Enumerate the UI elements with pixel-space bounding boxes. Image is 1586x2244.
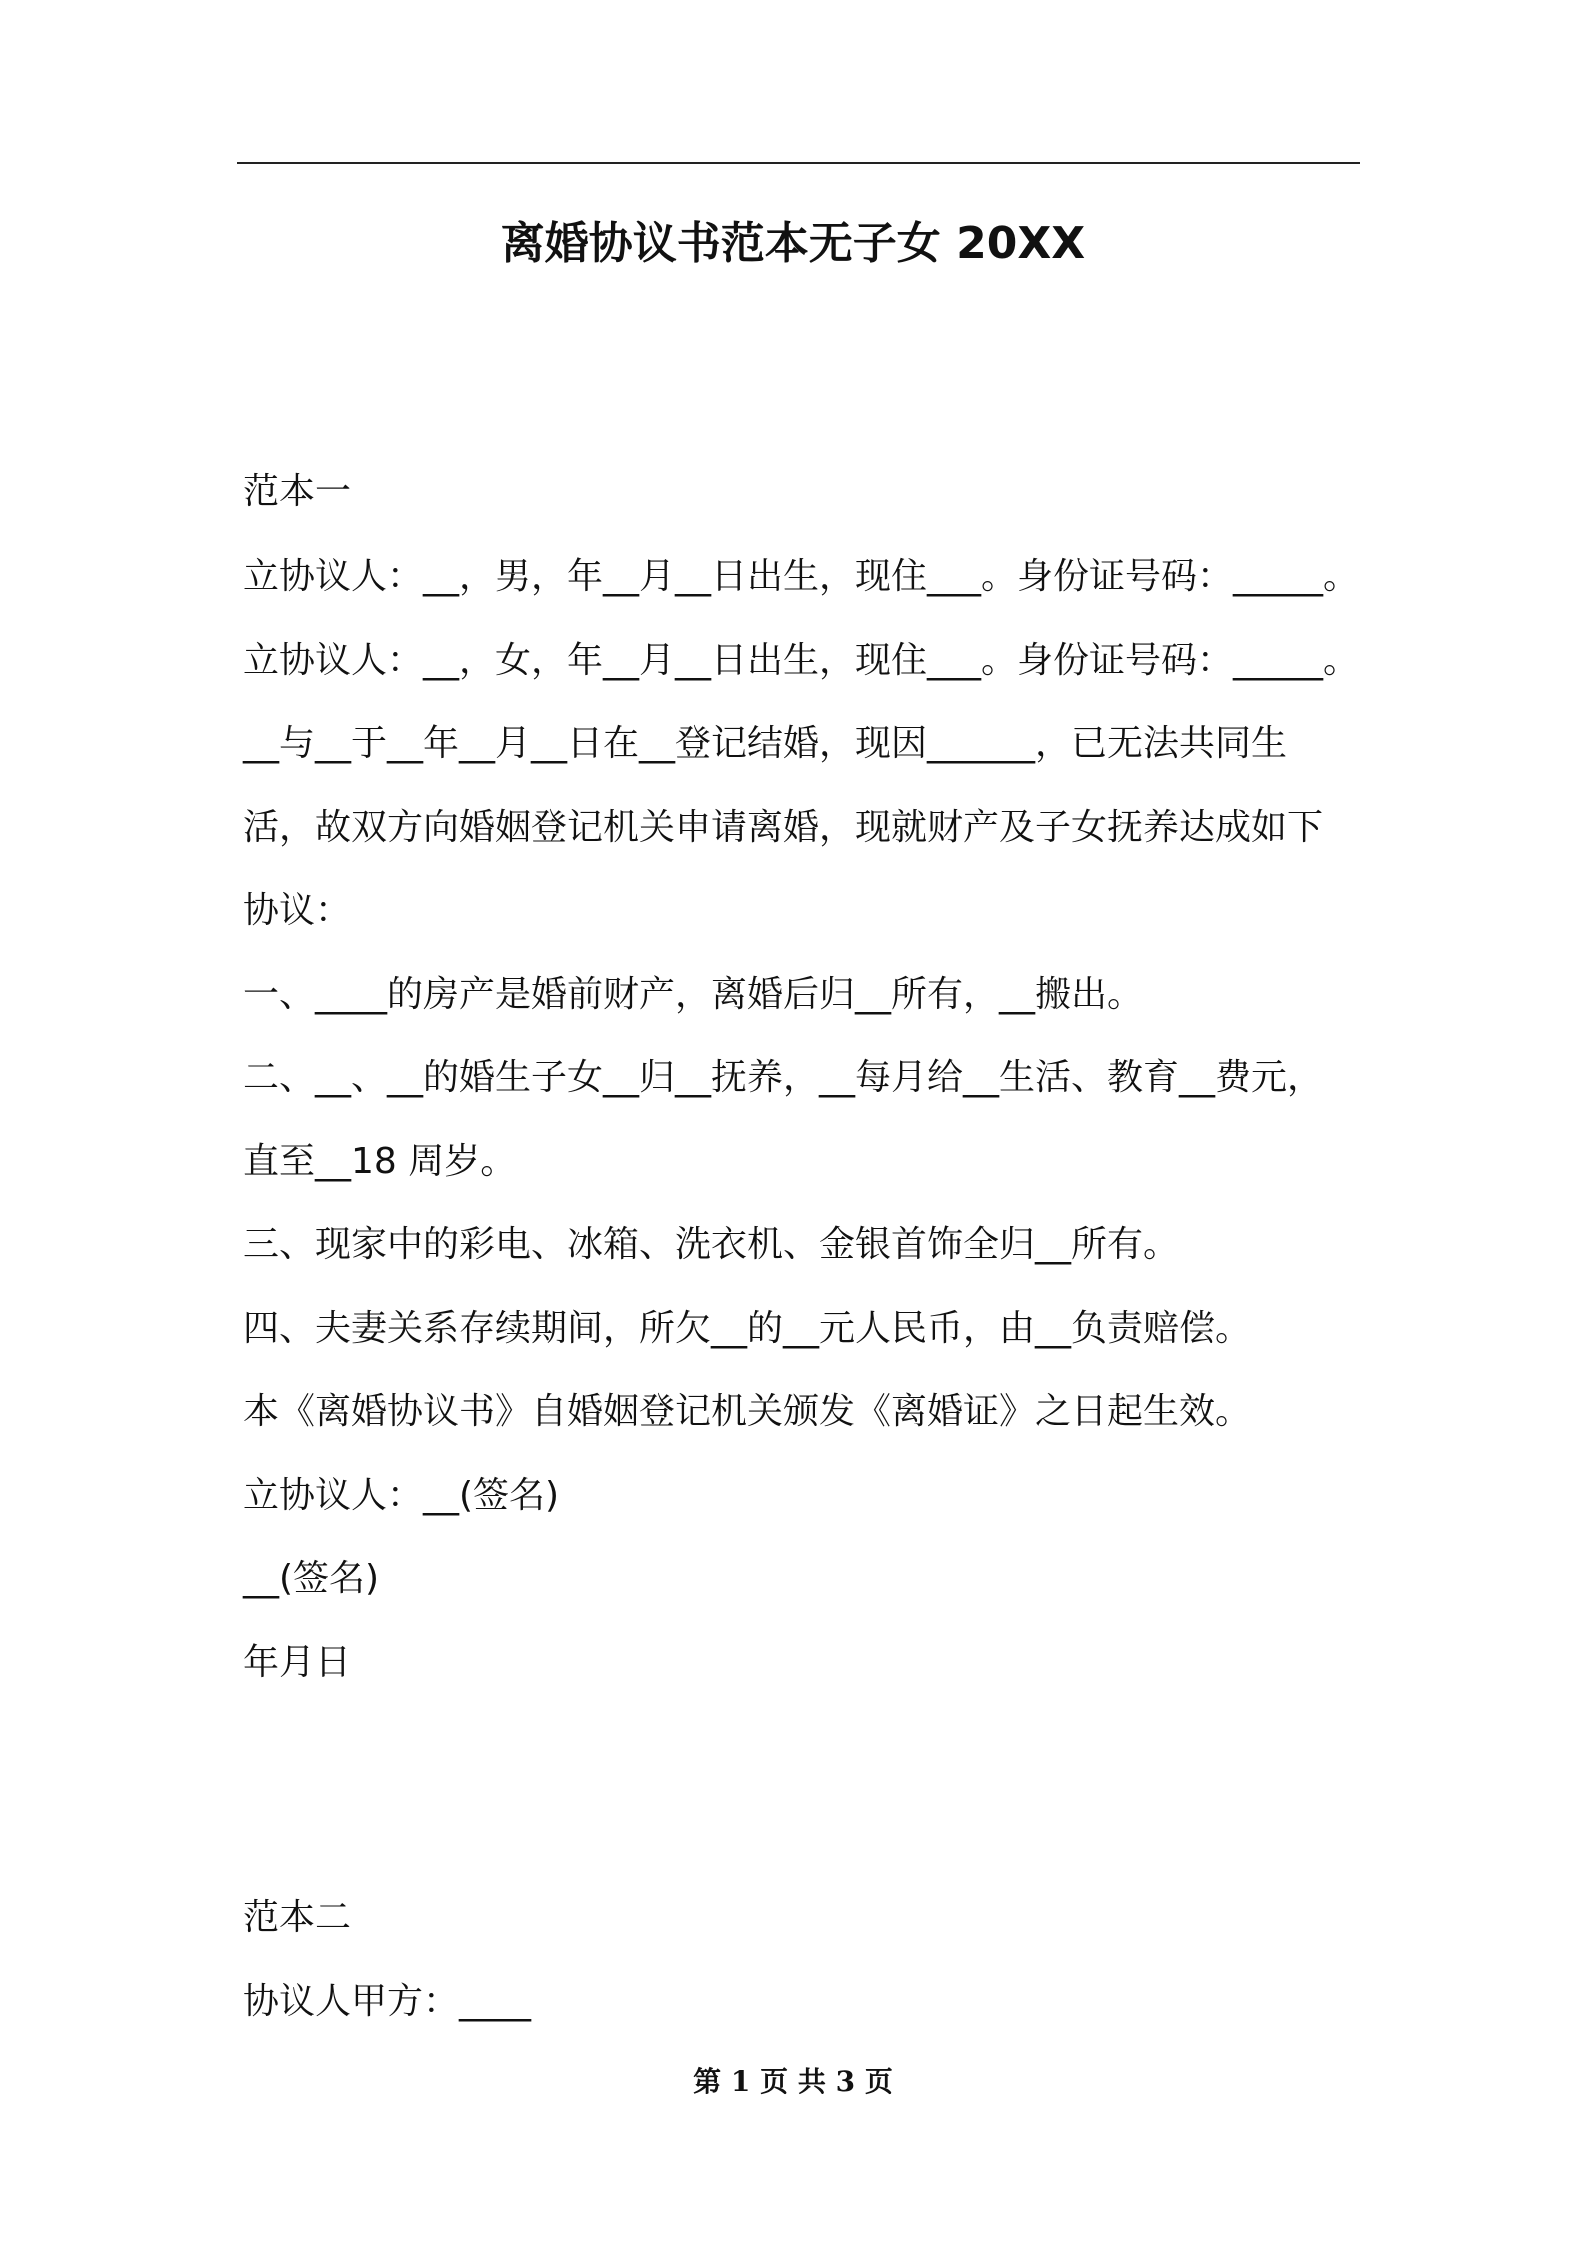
page-number: 第 1 页 共 3 页 (693, 2065, 893, 2098)
paragraph-line: 协议人甲方：____ (243, 1981, 532, 2022)
signature-line: 立协议人：__(签名) (243, 1475, 560, 1516)
clause-line: 直至__18 周岁。 (243, 1141, 517, 1182)
section-heading-2: 范本二 (243, 1897, 352, 1938)
section-heading-1: 范本一 (243, 471, 352, 512)
paragraph-line: 本《离婚协议书》自婚姻登记机关颁发《离婚证》之日起生效。 (243, 1391, 1252, 1432)
clause-line: 一、____的房产是婚前财产，离婚后归__所有，__搬出。 (243, 974, 1144, 1015)
paragraph-line: __与__于__年__月__日在__登记结婚，现因______，已无法共同生 (243, 723, 1288, 764)
clause-line: 四、夫妻关系存续期间，所欠__的__元人民币，由__负责赔偿。 (243, 1308, 1252, 1349)
paragraph-line: 活，故双方向婚姻登记机关申请离婚，现就财产及子女抚养达成如下 (243, 807, 1324, 848)
clause-line: 二、__、__的婚生子女__归__抚养，__每月给__生活、教育__费元， (243, 1057, 1324, 1098)
clause-line: 三、现家中的彩电、冰箱、洗衣机、金银首饰全归__所有。 (243, 1224, 1180, 1265)
header-rule (237, 162, 1360, 164)
paragraph-line: 立协议人：__，男，年__月__日出生，现住___。身份证号码：_____。 (243, 556, 1360, 597)
signature-line: __(签名) (243, 1558, 380, 1599)
date-line: 年月日 (243, 1642, 352, 1683)
document-title: 离婚协议书范本无子女 20XX (500, 218, 1086, 269)
paragraph-line: 立协议人：__，女，年__月__日出生，现住___。身份证号码：_____。 (243, 640, 1360, 681)
paragraph-line: 协议： (243, 890, 352, 931)
